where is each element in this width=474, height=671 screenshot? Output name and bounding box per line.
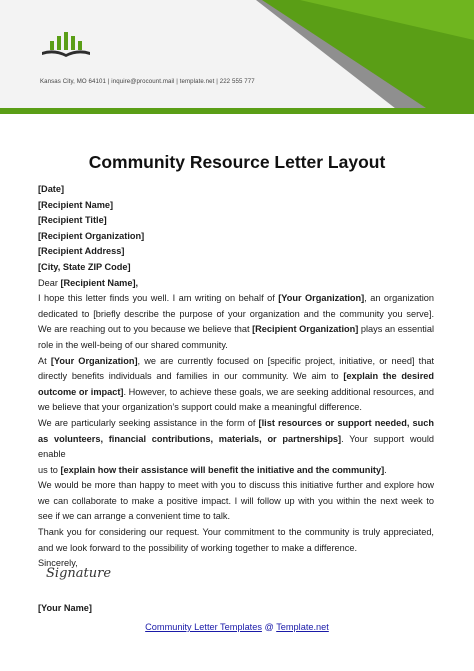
city-state-zip-field: [City, State ZIP Code] [38, 261, 131, 272]
footer-link-templates[interactable]: Community Letter Templates [145, 622, 262, 632]
paragraph-5-line-2: and we look forward to the possibility of working together to make a difference. [38, 542, 358, 553]
text-run: At [38, 355, 51, 366]
date-field: [Date] [38, 184, 65, 194]
recipient-organization-field: [Recipient Organization] [38, 230, 145, 241]
paragraph-2-line-1 [38, 354, 434, 370]
salutation-prefix: Dear [38, 277, 61, 288]
salutation [38, 276, 434, 292]
recipient-address-field: [Recipient Address] [38, 246, 125, 257]
leaf-book-logo-icon [40, 28, 92, 60]
placeholder-run: outcome or impact] [38, 386, 124, 397]
placeholder-run: [explain how their assistance will benefit the initiative and the community] [60, 464, 385, 475]
placeholder-run: [explain the desired [343, 371, 434, 382]
text-run: , an organization [364, 293, 434, 304]
paragraph-2-line-2 [38, 369, 434, 385]
letter-body [38, 182, 434, 572]
text-run: We are reaching out to you because we believe that [38, 324, 253, 335]
footer-link-site[interactable]: Template.net [276, 622, 329, 632]
contact-line: Kansas City, MO 64101 | inquire@procount.mail | template.net | 222 555 777 [40, 78, 255, 85]
placeholder-run: [list resources or support needed, such [258, 417, 435, 428]
footer-separator: @ [261, 622, 277, 632]
paragraph-3-line-3 [38, 463, 434, 479]
paragraph-3-line-1 [38, 416, 434, 432]
placeholder-run: [Recipient Organization] [252, 324, 359, 335]
recipient-name-field: [Recipient Name] [38, 199, 114, 210]
paragraph-2-line-3 [38, 385, 434, 401]
text-run: I hope this letter finds you well. I am writing on behalf of [38, 293, 279, 304]
text-run: us to [38, 464, 61, 475]
paragraph-4-line-3: see if we can arrange a convenient time to talk. [38, 511, 231, 522]
paragraph-1-line-4: role in the well-being of our shared community. [38, 339, 228, 350]
paragraph-5-line-1: Thank you for considering our request. Your commitment to the community is truly appreciated, [38, 527, 434, 538]
paragraph-3-line-2 [38, 432, 434, 463]
footer [0, 622, 474, 632]
signature: Signature [46, 566, 112, 581]
page-title: Community Resource Letter Layout [88, 152, 386, 172]
text-run: . [384, 464, 387, 475]
text-run: . Your support would enable [38, 433, 434, 460]
paragraph-4-line-1: We would be more than happy to meet with you to discuss this initiative further and explore how [38, 480, 434, 491]
text-run: , we are currently focused on [specific project, initiative, or need] that [137, 355, 434, 366]
text-run: We are particularly seeking assistance in the form of [38, 417, 259, 428]
text-run: directly benefits individuals and families in our community. We aim to [38, 371, 344, 382]
paragraph-4-line-2: we can collaborate to make a positive impact. I will follow up with you within the next week to [38, 495, 434, 506]
placeholder-run: [Your Organization] [278, 293, 365, 304]
placeholder-run: as volunteers, financial contributions, materials, or partnerships] [38, 433, 342, 444]
your-name-field: [Your Name] [38, 603, 92, 613]
header-bottom-stripe [0, 108, 474, 114]
closing: Sincerely, [38, 558, 78, 569]
text-run: . However, to achieve these goals, we are seeking additional resources, and [123, 386, 435, 397]
recipient-title-field: [Recipient Title] [38, 215, 107, 226]
paragraph-1-line-3 [38, 322, 434, 338]
header-decoration [0, 0, 474, 120]
text-run: plays an essential [358, 324, 434, 335]
paragraph-1-line-1 [38, 291, 434, 307]
placeholder-run: [Your Organization] [50, 355, 138, 366]
paragraph-2-line-4: we believe that your organization’s support could make a meaningful difference. [38, 402, 362, 413]
salutation-name: [Recipient Name], [60, 277, 139, 288]
paragraph-1-line-2: dedicated to [briefly describe the purpose of your organization and the community you serve]. [38, 308, 434, 319]
